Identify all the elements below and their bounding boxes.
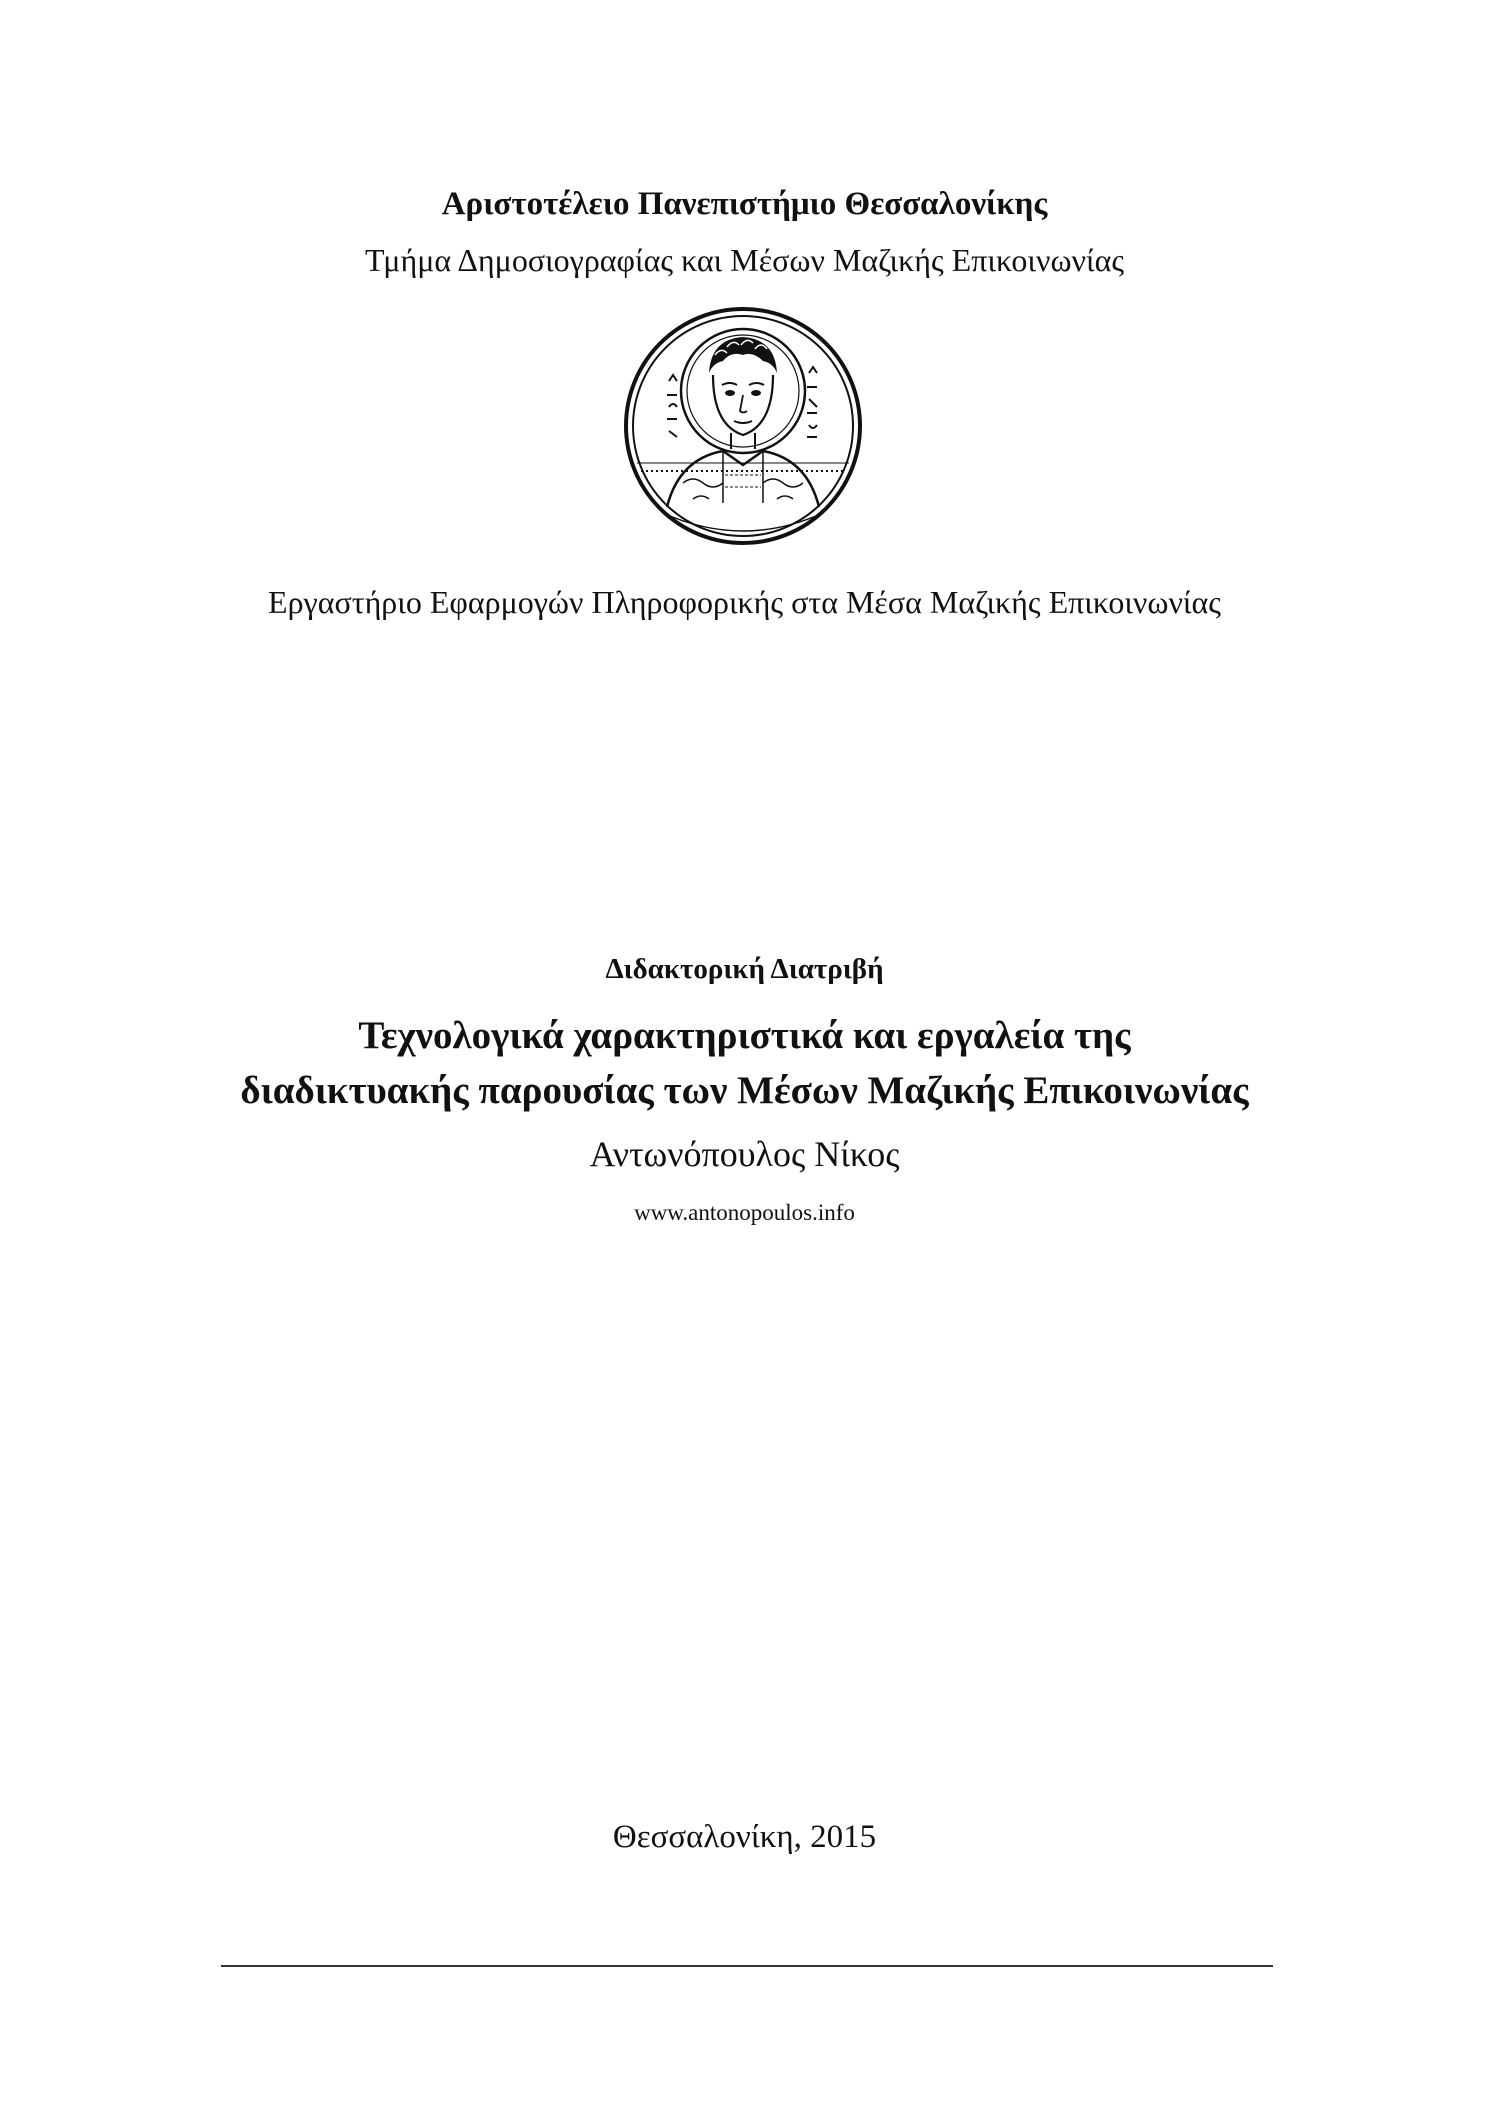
document-type: Διδακτορική Διατριβή: [605, 953, 884, 985]
author-website: www.antonopoulos.info: [634, 1200, 855, 1225]
thesis-title-line-1: Τεχνολογικά χαρακτηριστικά και εργαλεία της: [358, 1014, 1131, 1057]
thesis-title-line-2: διαδικτυακής παρουσίας των Μέσων Μαζικής Επικοινωνίας: [240, 1069, 1249, 1112]
laboratory-name: Εργαστήριο Εφαρμογών Πληροφορικής στα Μέσα Μαζικής Επικοινωνίας: [268, 584, 1221, 620]
department-name: Τμήμα Δημοσιογραφίας και Μέσων Μαζικής Επικοινωνίας: [364, 242, 1125, 278]
university-seal-icon: [623, 303, 863, 549]
author-name: Αντωνόπουλος Νίκος: [589, 1134, 900, 1174]
footer-divider: [221, 1965, 1273, 1967]
university-name: Αριστοτέλειο Πανεπιστήμιο Θεσσαλονίκης: [441, 186, 1048, 222]
place-and-year: Θεσσαλονίκη, 2015: [612, 1819, 877, 1855]
